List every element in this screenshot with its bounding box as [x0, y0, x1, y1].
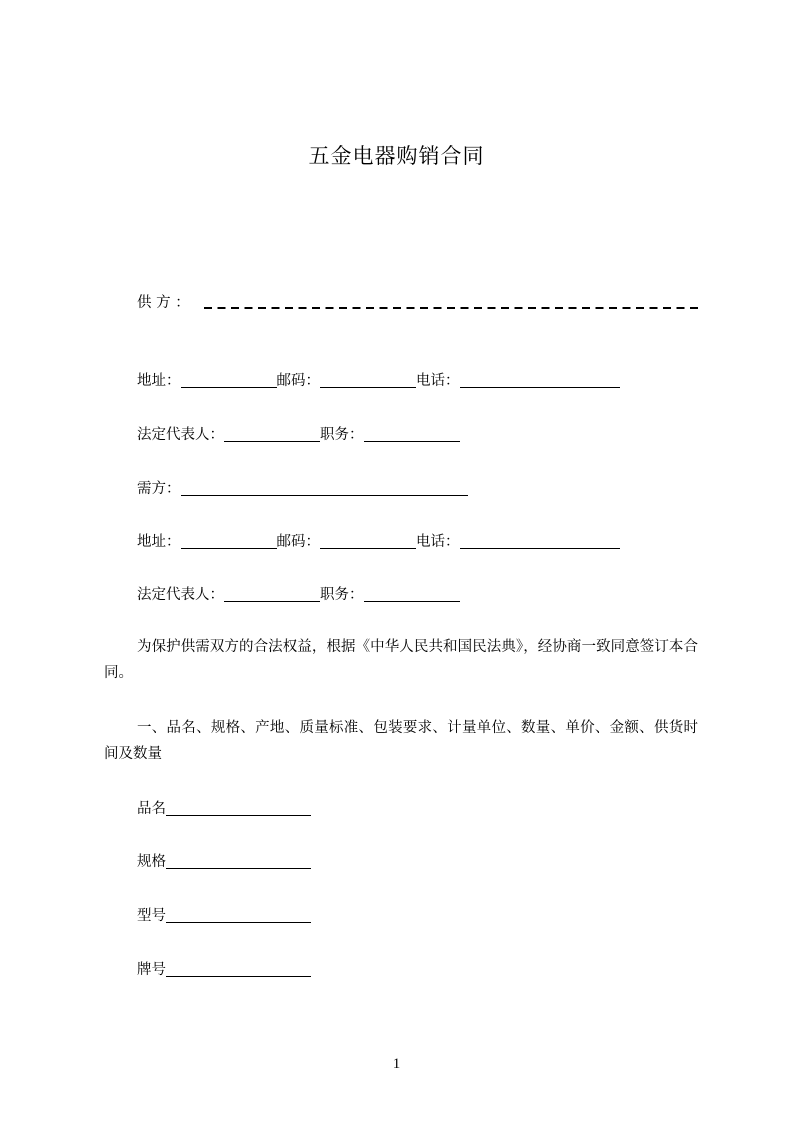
supplier-rep-blank[interactable] [224, 427, 320, 442]
buyer-address-blank[interactable] [181, 534, 277, 549]
supplier-phone-label: 电话： [416, 373, 460, 389]
buyer-postcode-blank[interactable] [320, 534, 416, 549]
buyer-rep-blank[interactable] [224, 587, 320, 602]
buyer-rep-line [137, 585, 460, 605]
supplier-contact-line [137, 371, 620, 391]
product-name-blank[interactable] [166, 801, 311, 816]
supplier-address-blank[interactable] [181, 373, 277, 388]
section-1-heading: 一、品名、规格、产地、质量标准、包装要求、计量单位、数量、单价、金额、供货时间及数量 [104, 720, 698, 762]
buyer-label: 需方： [137, 481, 181, 497]
buyer-rep-label: 法定代表人： [137, 587, 224, 603]
model-blank[interactable] [166, 908, 311, 923]
page-number: 1 [392, 1056, 401, 1072]
supplier-line [137, 293, 190, 313]
supplier-rep-line [137, 425, 460, 445]
supplier-address-label: 地址： [137, 373, 181, 389]
product-name-label: 品名 [137, 801, 166, 817]
brand-line [137, 960, 311, 980]
buyer-address-label: 地址： [137, 534, 181, 550]
buyer-position-blank[interactable] [364, 587, 460, 602]
supplier-position-blank[interactable] [364, 427, 460, 442]
supplier-postcode-label: 邮码： [276, 373, 320, 389]
buyer-position-label: 职务： [320, 587, 364, 603]
spec-blank[interactable] [166, 854, 311, 869]
buyer-phone-label: 电话： [416, 534, 460, 550]
product-name-line [137, 799, 311, 819]
buyer-name-blank[interactable] [181, 481, 468, 496]
supplier-rep-label: 法定代表人： [137, 427, 224, 443]
brand-blank[interactable] [166, 962, 311, 977]
model-label: 型号 [137, 908, 166, 924]
buyer-postcode-label: 邮码： [276, 534, 320, 550]
intro-paragraph: 为保护供需双方的合法权益，根据《中华人民共和国民法典》，经协商一致同意签订本合同。 [104, 639, 698, 681]
supplier-phone-blank[interactable] [460, 373, 620, 388]
supplier-label: 供 方 ： [137, 295, 190, 311]
buyer-phone-blank[interactable] [460, 534, 620, 549]
brand-label: 牌号 [137, 962, 166, 978]
supplier-name-blank[interactable] [204, 307, 702, 309]
buyer-line [137, 479, 468, 499]
spec-line [137, 852, 311, 872]
buyer-contact-line [137, 532, 620, 552]
spec-label: 规格 [137, 854, 166, 870]
supplier-position-label: 职务： [320, 427, 364, 443]
model-line [137, 906, 311, 926]
supplier-postcode-blank[interactable] [320, 373, 416, 388]
page-title: 五金电器购销合同 [308, 144, 485, 168]
